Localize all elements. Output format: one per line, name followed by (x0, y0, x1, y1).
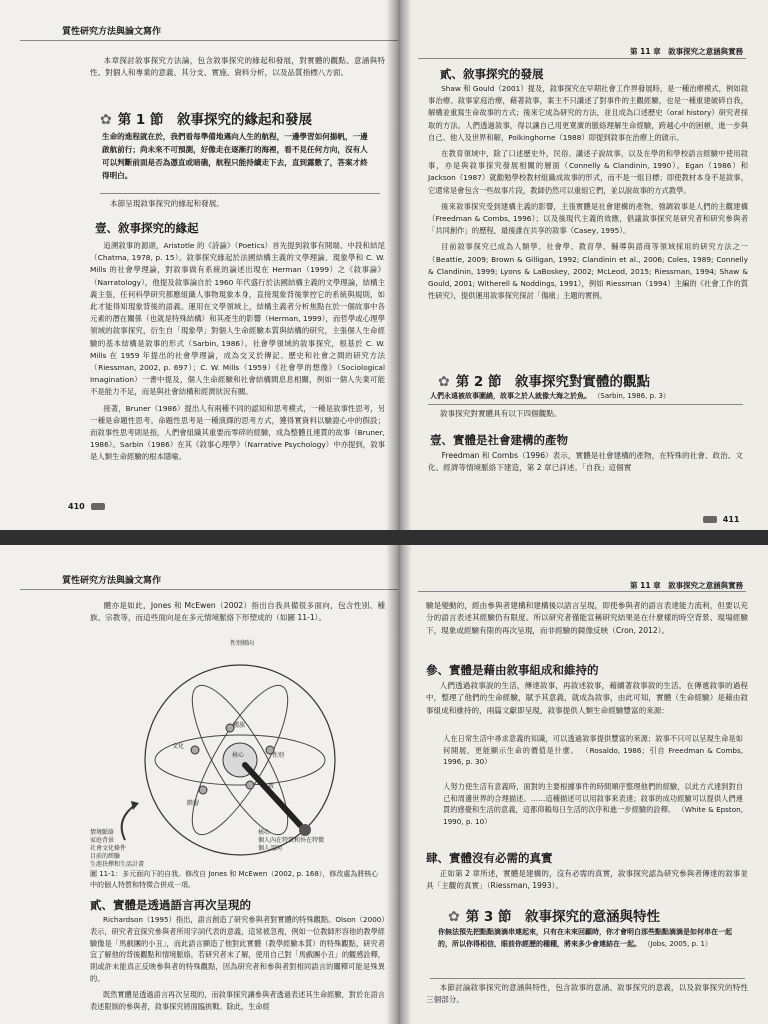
context-legend-title: 情境脈絡 (90, 829, 115, 836)
node-dot (191, 746, 199, 754)
flower-icon: ✿ (448, 909, 460, 925)
paragraph: 在教育領域中，除了口述歷史外，民俗、講述子說故事，以及在學的和學校語言經驗中使用敘事，亦是與敘事探究發展相關的層面（Connelly & Clandinin, 1990）。Egan（1986）和 Jackson（1987）就勸勉學校教材組織成故事的形式，而不是一組目標；即使教材本身不是敘事，它還常是會包含一些故事片段，教師仍然可以重組它們，並以說故事的方式教學。 (428, 149, 748, 195)
heading-language-text: 貳、實體是透過語言再次呈現的 (90, 898, 251, 912)
page-number (68, 502, 105, 511)
section-2-note (440, 408, 740, 420)
paragraph: Shaw 和 Gould（2001）提及，敘事探究在早期社會工作界發展時，是一種治療模式，例如敘事治療、敘事家庭治療，藉著敘事，案主不只講述了對事件的主觀經驗，也是一種重建破碎自我，解構並重寫生命故事的方式；後來它成為研究的方法，並且成為口述歷史（oral history）研究者採取的方法。人們透過敘事，得以讓自己用更寬廣的脈絡理解生命經驗，跨越心中的困頓，進一步與自己、他人及世界和解，Polkinghorne（1988）即提到敘事在治療上的啟示。 (428, 84, 748, 142)
core-item: 個人內在特質和外在特徵 (258, 837, 325, 844)
context-item: 目前的經驗 (90, 853, 121, 860)
heading-social-construction-text: 壹、實體是社會建構的產物 (430, 433, 568, 447)
block-quote-source: （White & Epston, 1990, p. 10） (443, 805, 743, 826)
gutter-shadow (386, 0, 412, 530)
flower-icon: ✿ (438, 374, 450, 390)
divider (428, 404, 743, 405)
logo-icon (703, 516, 717, 523)
chapter-header-text: 第 11 章 敘事探究之意涵與實務 (630, 581, 744, 590)
body-text-413-a (426, 600, 748, 641)
heading-origin-text: 壹、敘事探究的緣起 (95, 221, 199, 235)
gutter-shadow (386, 545, 412, 1024)
epigraph-source: （Jobs, 2005, p. 1） (643, 940, 712, 948)
header-rule (20, 40, 398, 41)
intro-text: 本章探討敘事探究方法論，包含敘事探究的緣起和發展，對實體的觀點、意涵與特性、對個人和專業的意義、其分支、實施、資料分析，以及品質指標八方面。 (90, 56, 385, 78)
paragraph: Richardson（1995）指出，語言創造了研究參與者對實體的特殊觀點。Olson（2000）表示，研究者宜探究參與者所用字詞代表的意義，這常被忽視，例如一位教師形容他的教學經驗像是「馬戲團的小丑」，而此語言顯造了他對此實體（教學經驗本質）的特殊觀點，研究者宜了解他的背後觀點和情境脈絡，若研究者未了解，使用自己對「馬戲團小丑」的觀感詮釋，則或許未能真正反映參與者的特殊觀點，因為研究者和參與者對相同語言的闡釋可能是殊異的。 (90, 915, 385, 983)
label-culture: 文化 (172, 743, 185, 750)
logo-icon (91, 503, 105, 510)
paragraph: 後來敘事探究受到建構主義的影響，主張實體是社會建構的產物，強調敘事是人們的主觀建構（Freedman & Combs, 1996）；以及後現代主義的效應，倡議敘事探究是研究者和研究參與者「共同創作」的歷程，最後誰在共享的敘事（Casey, 1995）。 (428, 201, 748, 236)
label-core: 核心 (232, 752, 245, 759)
heading-social-construction (430, 432, 568, 448)
header-rule (20, 589, 398, 590)
note-text: 敘事探究對實體具有以下四個觀點。 (440, 409, 562, 418)
heading-narrative-composition-text: 參、實體是藉由敘事組成和維持的 (426, 663, 599, 677)
divider (430, 978, 745, 979)
label-gender: 性別 (272, 752, 285, 759)
paragraph: 驗是變動的，經由參與者建構和建構後以語言呈現，即使參與者的語言表達能力流利，但要以充分的語言表述其經驗仍有限度。所以研究者僅能宣稱研究結果是在什麼樣的時空背景、現場經驗下，現象或經驗有限的再次呈現，而非經驗的鏡像反映（Cron, 2012）。 (426, 601, 748, 635)
section-2-title-text: 第 2 節 敘事探究對實體的觀點 (455, 374, 651, 390)
block-quote-source: （Rosaldo, 1986；引自 Freedman & Combs, 1996, p. 30） (443, 745, 743, 766)
context-item: 社會文化條件 (90, 845, 127, 852)
heading-language (90, 897, 251, 913)
body-text-411-b (428, 450, 743, 488)
page-number-text: 411 (722, 515, 740, 524)
page-413 (398, 545, 768, 1024)
context-item: 生涯抉擇和生活計畫 (90, 861, 145, 868)
paragraph: 目前敘事探究已成為人類學、社會學、教育學、輔導與諮商等領域採用的研究方法之一（Beattie, 2009; Brown & Gilligan, 1992; Clandinin et al., 2006; Coles, 1989; Connelly & Clandinin, 1999; Lyons & LaBoskey, 2002; McLeod, 2015; Riessman, 1994; Shaw & Gould, 2001; Witherell & Noddings, 1991），例如 Riessman（1994）主編的《社會工作的質性研究》，提供運用敘事探究探討「傷痛」主題的實例。 (428, 242, 748, 301)
arrowhead-icon (131, 801, 139, 810)
label-race: 種族 (233, 722, 246, 729)
context-item: 家庭背景 (90, 837, 115, 844)
heading-development-text: 貳、敘事探究的發展 (440, 67, 544, 81)
chapter-header (630, 580, 743, 591)
header-rule (418, 591, 746, 592)
block-quote-2 (443, 781, 743, 827)
body-text-413-b (426, 680, 748, 721)
chapter-header (630, 46, 743, 57)
epigraph-text: 人們永遠被故事圍繞，故事之於人就像大海之於魚。 (430, 392, 591, 400)
note-text: 本節呈現敘事探究的緣起和發展。 (110, 199, 224, 208)
section-2-title (438, 370, 650, 390)
section-1-title-text: 第 1 節 敘事探究的緣起和發展 (117, 112, 313, 128)
heading-no-truth-text: 肆、實體沒有必需的真實 (426, 851, 553, 865)
heading-origin (95, 220, 199, 236)
block-quote-text: 人在日常生活中尋求意義的知識，可以透過敘事提供豐富的來源；敘事不只可以呈現生命是如何開展，更能顯示生命的價值是什麼。 (443, 734, 743, 755)
paragraph: 接著，Bruner（1986）提出人有兩種不同的認知和思考模式，一種是敘事性思考，另一種是命題性思考。命題性思考是一種演繹的思考方式，獲得實資料以驗證心中的假設；而敘事性思考則是指，人們會組織其重要而零碎的經驗，成為整體且連貫的故事（Bruner, 1986）。Sarbin（1986）在其《敘事心理學》（Narrative Psychology）中亦提到，敘事是人類生命經驗的根本隱喻。 (90, 403, 385, 462)
heading-development (440, 66, 544, 82)
page-412 (0, 545, 398, 1024)
label-religion: 宗教 (262, 783, 275, 790)
book-title-text: 質性研究方法與論文寫作 (62, 27, 162, 37)
paragraph: 本節討論敘事探究的意涵與特性，包含敘事的意涵、敘事探究的意義，以及敘事探究的特性三個部分。 (426, 983, 748, 1005)
book-spread-bottom (0, 545, 768, 1024)
body-text-411-a (428, 83, 748, 363)
body-text-412-a (90, 600, 385, 629)
block-quote-text: 人努力使生活有意義時，面對的主要根據事件的時間順序整理他們的經驗，以此方式達到對自己和周邊世界的合理描述。……這種描述可以用敘事來表達；敘事的成功經驗可以提供人們連貫的感覺和生活的意義，這都仰賴每日生活的次序和進一步經驗的詮釋。 (443, 782, 743, 814)
book-title-text: 質性研究方法與論文寫作 (62, 576, 162, 586)
divider (100, 193, 380, 194)
figure-11-1 (95, 635, 385, 860)
book-title-header (62, 573, 161, 586)
book-title-header (62, 24, 161, 37)
epigraph-text: 你無法預先把點點滴滴串連起來，只有在未來回顧時，你才會明白那些點點滴滴是如何串在一起的，所以你得相信，眼前你經歷的種種，將來多少會連結在一起。 (438, 928, 732, 948)
chapter-header-text: 第 11 章 敘事探究之意涵與實務 (630, 47, 744, 56)
core-legend (258, 829, 324, 853)
paragraph: 既然實體是透過語言再次呈現的，而敘事探究讓參與者透過表述其生命經驗，對於在語言表述限制的參與者，敘事探究將面臨挑戰。除此，生命經 (90, 989, 385, 1011)
paragraph: 追溯敘事的源頭，Aristotle 的《詩論》（Poetics）首先提到敘事有開端、中段和結尾（Chatma, 1978, p. 15）。敘事探究緣起於法國結構主義的文學理論、現象學和 C. W. Mills 的社會學理論，對敘事做有系統的論述出現在 Herman（1999）之《敘事論》（Narratology），他提及敘事論自於 1960 年代盛行於法國結構主義的文學理論，結構主義主張，任何科學研究都應組織人事物現象本身，直接現象背後掌控它的系統與規則，如此才能得知現象背後的語義。運用在文學領域上，結構主義者分析焦點在於一個故事中各元素的潛在關係（也就是特殊結構）和其產生的影響（Herman, 1999），而哲學或心理學領域的敘事探究，衍生自「現象學」對個人生命經驗本質與結構的研究，主張個人生命經驗的基本結構是敘事的形式（Sarbin, 1986）。社會學領域的敘事探究，根基於 C. W. Mills 在 1959 年提出的社會學理論，成為交叉於傳記、歷史和社會之間的研究方法（Riessman, 2002, p. 697）；C. W. Mills（1959）《社會學的想像》（Sociological Imagination）一書中提及，個人生命經驗和社會結構間息息相關，例如一個人失業可能不是能力不足，而是與社會結構和經濟狀況有關。 (90, 241, 385, 397)
epigraph-source: （Sarbin, 1986, p. 3） (593, 392, 670, 400)
body-text-410 (90, 240, 385, 490)
section-1-note (110, 198, 380, 210)
header-rule (418, 58, 746, 59)
heading-no-truth (426, 850, 553, 866)
section-3-title (448, 905, 660, 925)
wand-shape (245, 765, 300, 825)
chapter-intro (90, 55, 385, 84)
figure-caption (90, 869, 385, 891)
label-top: 性別傾向 (230, 640, 255, 647)
body-text-412-b (90, 914, 385, 1022)
paragraph: 體亦是如此，Jones 和 McEwen（2002）指出自我具備很多面向，包含性別、種族、宗教等，而這些面向是在多元情境脈絡下形塑成的（如圖 11-1）。 (90, 601, 385, 623)
paragraph: 正如第 2 章所述，實體是建構的，沒有必需的真實，敘事探究認為研究參與者傳達的敘事並具「主觀的真實」（Riessman, 1993）。 (426, 869, 748, 891)
page-410 (0, 0, 398, 530)
section-1-title (100, 108, 312, 128)
node-dot (199, 786, 207, 794)
body-text-413-c (426, 868, 748, 897)
label-class: 階層 (187, 800, 200, 807)
paragraph: 人們透過敘事說的生活，傳達敘事，再敘述敘事，藉續著敘事敘的生活，在傳遞敘事的過程中，整理了他們的生命經驗，賦予其意義，就成為敘事，由此可知，實體（生命經驗）是藉由敘事組成和維持的，兩篇文獻即呈現，敘事提供人類生命經驗豐富的來源： (426, 681, 748, 715)
core-legend-title: 核心 (258, 829, 271, 836)
section-3-epigraph (438, 926, 740, 950)
figure-caption-text: 圖 11-1：多元面向下的自我。修改自 Jones 和 McEwen（2002, p. 168），修改處為將核心中的個人特質和特徵合併成一項。 (90, 870, 379, 889)
heading-narrative-composition (426, 662, 599, 678)
section-1-epigraph (102, 130, 374, 182)
node-dot (246, 781, 254, 789)
block-quote-1 (443, 733, 743, 768)
page-number-text: 410 (68, 502, 85, 511)
body-text-413-d (426, 982, 748, 1022)
epigraph-text: 生命的進程就在於，我們看每準備地邁向人生的航程，一邊學習如何揚帆，一邊啟航前行；尚未來不可預測，好像走在逐漸打的海裡，看不見任何方向，沒有人可以判斷前面是否為憑直或暗礁，航程只能持續走下去，直到露數了，答案才終得明白。 (102, 132, 368, 180)
flower-icon: ✿ (100, 112, 112, 128)
page-number (703, 515, 740, 524)
context-legend (90, 829, 144, 869)
section-3-title-text: 第 3 節 敘事探究的意涵與特性 (465, 909, 661, 925)
paragraph: Freedman 和 Combs（1996）表示，實體是社會建構的產物，在特殊的社會、政治、文化、經濟等情境脈絡下建造，第 2 章已詳述。「自我」這個實 (428, 451, 743, 473)
core-item: 個人認同 (258, 845, 283, 852)
section-2-epigraph (430, 390, 740, 403)
page-411 (398, 0, 768, 530)
